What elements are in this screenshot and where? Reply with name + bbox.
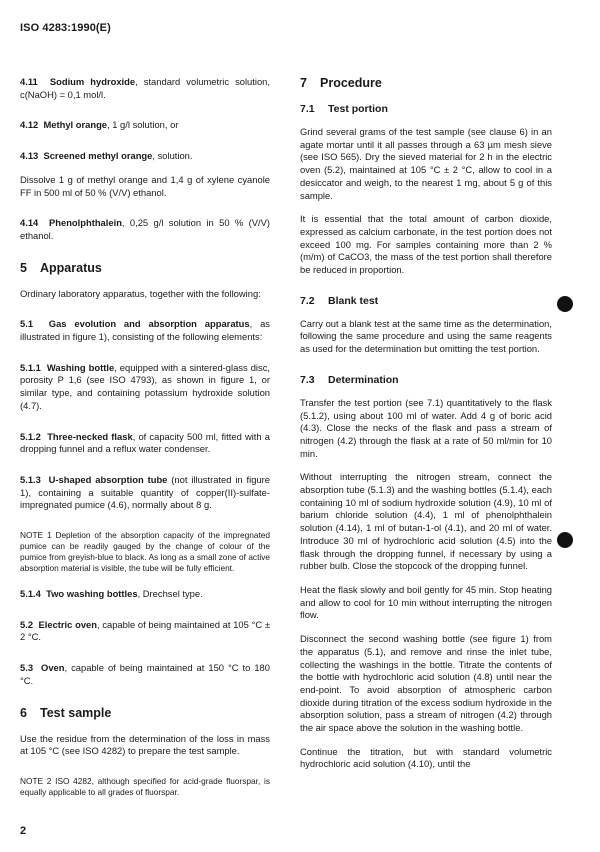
note-1: NOTE 1 Depletion of the absorption capacity of the impregnated pumice can be readily gauged by the change of colour of the pumice from greyish-blue to black. As long as a small zone of active absorption material is visible, the tube will be fully efficient.	[20, 530, 270, 574]
clause-5-1: 5.1 Gas evolution and absorption apparatus, as illustrated in figure 1), consisting of the following elements:	[20, 318, 270, 343]
clause-7-3-para-1: Transfer the test portion (see 7.1) quantitatively to the flask (5.1.2), using about 100 ml of water. Add 4 g of boric acid (4.3). Close the necks of the flask and pass a stream of nitrogen (4.2) through the flask at a rate of 50 ml/min for 10 min.	[300, 396, 552, 459]
clause-4-13: 4.13 Screened methyl orange, solution.	[20, 150, 193, 162]
margin-change-bullet-icon	[557, 532, 573, 548]
note-2: NOTE 2 ISO 4282, although specified for acid-grade fluorspar, is equally applicable to all grades of fluorspar.	[20, 775, 270, 797]
clause-5-1-4: 5.1.4 Two washing bottles, Drechsel type.	[20, 588, 203, 600]
clause-5-2: 5.2 Electric oven, capable of being maintained at 105 °C ± 2 °C.	[20, 618, 270, 643]
clause-4-14: 4.14 Phenolphthalein, 0,25 g/l solution in 50 % (V/V) ethanol.	[20, 217, 270, 241]
clause-7-3-para-5: Continue the titration, but with standard volumetric hydrochloric acid solution (4.10), until the	[300, 745, 552, 770]
left-column	[20, 76, 270, 812]
clause-5-1-1: 5.1.1 Washing bottle, equipped with a sintered-glass disc, porosity P 1,6 (see ISO 4793), as shown in figure 1, or similar type, and containing potassium hydroxide solution (4.7).	[20, 361, 270, 411]
clause-7-1-para-1: Grind several grams of the test sample (see clause 6) in an agate mortar until it all passes through a 63 µm mesh sieve (see ISO 565). Dry the sieved material for 2 h in the electric oven (5.2), maintained at 105 °C ± 2 °C, allow to cool in a desiccator and weigh, to the nearest 1 mg, about 5 g of this sample.	[300, 126, 552, 201]
clause-7-3-para-3: Heat the flask slowly and boil gently for 45 min. Stop heating and allow to cool for 10 min without interrupting the nitrogen flow.	[300, 583, 552, 621]
clause-7-2-heading: 7.2 Blank test	[300, 294, 379, 307]
clause-4-13-body: Dissolve 1 g of methyl orange and 1,4 g of xylene cyanole FF in 500 ml of 50 % (V/V) ethanol.	[20, 173, 270, 198]
clause-7-3-para-4: Disconnect the second washing bottle (see figure 1) from the apparatus (5.1), and remove and rinse the inlet tube, collecting the washings in the bottle. Titrate the contents of the bottle with hydrochloric acid solution (4.8) until near the end-point. To avoid absorption of atmospheric carbon dioxide during titration of the excess sodium hydroxide in the absorption solution, pass a stream of nitrogen (4.2) through the air space above the solution in the washing bottle.	[300, 633, 552, 734]
clause-7-1-para-2: It is essential that the total amount of carbon dioxide, expressed as calcium carbonate, in the test portion does not exceed 100 mg. For samples containing more than 2 % (m/m) of CaCO3, the mass of the test portion shall therefore be reduced in proportion.	[300, 213, 552, 276]
margin-change-bullet-icon	[557, 296, 573, 312]
clause-5-3: 5.3 Oven, capable of being maintained at 150 °C to 180 °C.	[20, 662, 270, 686]
clause-7-2-para-1: Carry out a blank test at the same time as the determination, following the same procedure and using the same reagents as used for the determination but omitting the test portion.	[300, 317, 552, 355]
section-5-body: Ordinary laboratory apparatus, together with the following:	[20, 287, 261, 299]
clause-7-3-heading: 7.3 Determination	[300, 373, 399, 386]
clause-4-11: 4.11 Sodium hydroxide, standard volumetric solution, c(NaOH) = 0,1 mol/l.	[20, 76, 270, 100]
document-id: ISO 4283:1990(E)	[20, 22, 111, 34]
right-column	[300, 76, 552, 782]
section-7-heading: 7 Procedure	[300, 76, 382, 90]
clause-5-1-3: 5.1.3 U-shaped absorption tube (not illustrated in figure 1), containing a suitable quantity of copper(II)-sulfate-impregnated pumice (4.6), normally about 8 g.	[20, 473, 270, 511]
section-5-heading: 5 Apparatus	[20, 260, 102, 275]
section-6-body: Use the residue from the determination of the loss in mass at 105 °C (see ISO 4282) to prepare the test sample.	[20, 732, 270, 757]
clause-4-12: 4.12 Methyl orange, 1 g/l solution, or	[20, 119, 179, 131]
section-6-heading: 6 Test sample	[20, 705, 112, 720]
clause-7-1-heading: 7.1 Test portion	[300, 103, 388, 115]
clause-5-1-2: 5.1.2 Three-necked flask, of capacity 500 ml, fitted with a dropping funnel and a reflux water condenser.	[20, 430, 270, 455]
page-number: 2	[20, 825, 27, 837]
clause-7-3-para-2: Without interrupting the nitrogen stream, connect the absorption tube (5.1.3) and the washing bottles (5.1.4), each containing 10 ml of sodium hydroxide solution (4.9), 10 ml of barium chloride solution (4.4), 1 ml of phenolphthalein solution (4.14), 1 ml of butan-1-ol (4.1), and 20 ml of water. Introduce 30 ml of hydrochloric acid solution (4.5) into the flask through the dropping funnel, if necessary by using a rubber bulb. Close the stopcock of the dropping funnel.	[300, 471, 552, 572]
